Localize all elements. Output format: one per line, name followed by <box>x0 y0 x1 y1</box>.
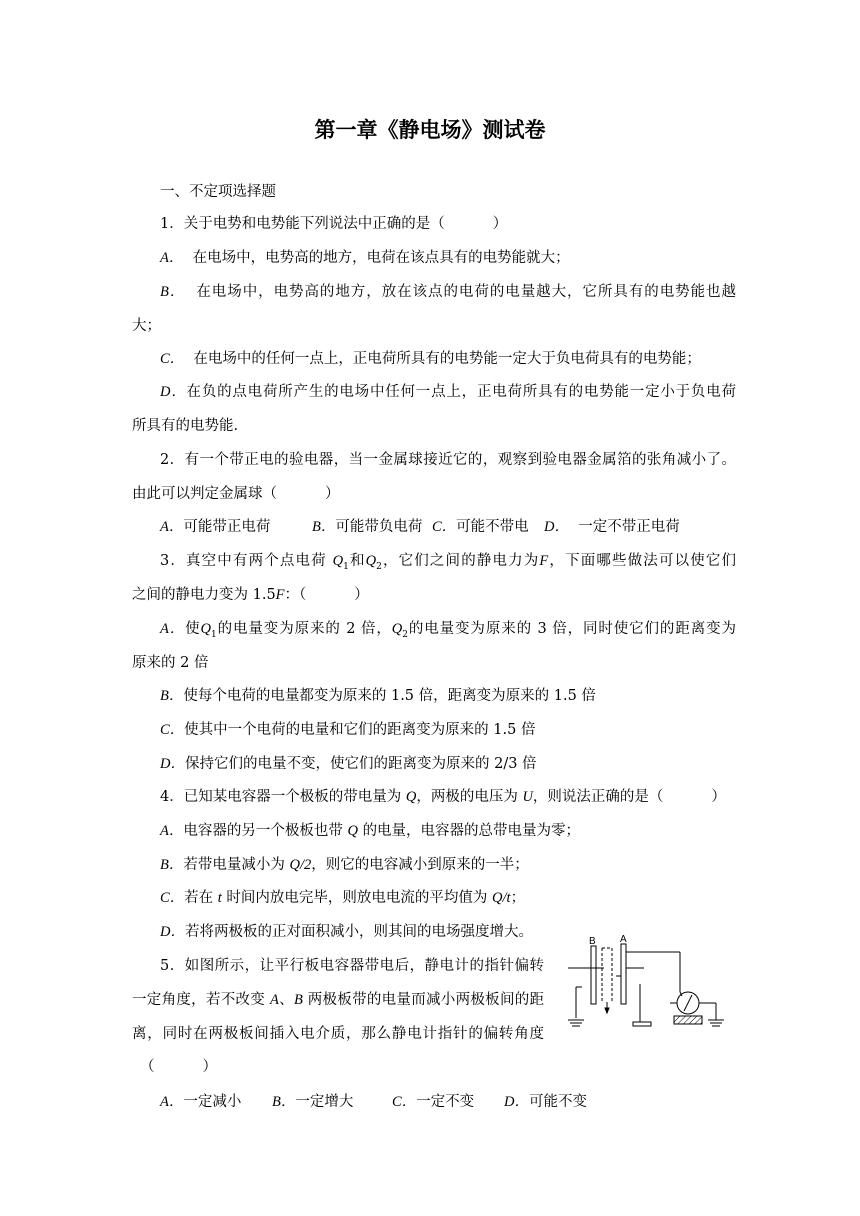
q2-stem-cont: 由此可以判定金属球（ ） <box>132 486 340 502</box>
q5-stem-cont: 一定角度，若不改变 A、B 两极板带的电量而减小两极板间的距 <box>132 992 545 1008</box>
plate-b-label: B <box>589 936 596 947</box>
q5-option-a: A．一定减小 <box>160 1094 242 1110</box>
plate-a-label: A <box>620 934 627 945</box>
q3-option-b: B．使每个电荷的电量都变为原来的 1.5 倍，距离变为原来的 1.5 倍 <box>160 688 596 704</box>
q5-option-d: D．可能不变 <box>504 1094 587 1110</box>
q1-option-d: D．在负的点电荷所产生的电场中任何一点上，正电荷所具有的电势能一定小于负电荷 <box>160 384 736 400</box>
q2-option-a: A．可能带正电荷 <box>160 519 271 535</box>
q3-stem-cont: 之间的静电力变为 1.5F：（ ） <box>132 587 369 603</box>
q5-options <box>160 1092 736 1112</box>
q4-stem: 4．已知某电容器一个极板的带电量为 Q，两极的电压为 U，则说法正确的是（ ） <box>160 789 726 805</box>
capacitor-electroscope-diagram <box>560 932 730 1032</box>
q2-option-b: B．可能带负电荷 <box>312 519 423 535</box>
section-heading: 一、不定项选择题 <box>160 184 276 200</box>
page-title: 第一章《静电场》测试卷 <box>314 118 546 142</box>
q2-options <box>160 517 736 537</box>
q1-option-d-cont: 所具有的电势能. <box>132 418 239 434</box>
q4-option-c: C．若在 t 时间内放电完毕，则放电电流的平均值为 Q/t； <box>160 890 526 906</box>
q1-option-c: C． 在电场中的任何一点上，正电荷所具有的电势能一定大于负电荷具有的电势能； <box>160 351 701 367</box>
q3-option-d: D．保持它们的电量不变，使它们的距离变为原来的 2/3 倍 <box>160 756 537 772</box>
q3-option-a-cont: 原来的 2 倍 <box>132 655 209 671</box>
q1-option-b: B． 在电场中，电势高的地方，放在该点的电荷的电量越大，它所具有的电势能也越 <box>160 284 736 300</box>
q5-stem: 5．如图所示，让平行板电容器带电后，静电计的指针偏转 <box>160 958 544 974</box>
q2-option-c: C．可能不带电 <box>432 519 529 535</box>
q4-option-a: A．电容器的另一个极板也带 Q 的电量，电容器的总带电量为零； <box>160 823 581 839</box>
q4-option-b: B．若带电量减小为 Q/2，则它的电容减小到原来的一半； <box>160 857 529 873</box>
q5-option-c: C．一定不变 <box>392 1094 475 1110</box>
q3-option-c: C．使其中一个电荷的电量和它们的距离变为原来的 1.5 倍 <box>160 722 536 738</box>
q2-stem: 2．有一个带正电的验电器，当一金属球接近它的，观察到验电器金属箔的张角减小了。 <box>160 452 736 468</box>
q5-answer-paren: （ ） <box>140 1059 217 1075</box>
q1-stem: 1．关于电势和电势能下列说法中正确的是（ ） <box>160 216 508 232</box>
q5-option-b: B．一定增大 <box>272 1094 354 1110</box>
q1-option-a: A． 在电场中，电势高的地方，电荷在该点具有的电势能就大； <box>160 250 570 266</box>
q3-stem: 3．真空中有两个点电荷 $Q_1$和$Q_2$，它们之间的静电力为F，下面哪些做法可以使它们 <box>160 553 737 572</box>
q4-option-d: D．若将两极板的正对面积减小，则其间的电场强度增大。 <box>160 924 533 940</box>
q5-stem-cont2: 离，同时在两极板间插入电介质，那么静电计指针的偏转角度 <box>132 1026 544 1042</box>
q3-option-a: A．使$Q_1$的电量变为原来的 2 倍，$Q_2$的电量变为原来的 3 倍，同时使它们的距离变为 <box>160 621 736 640</box>
q1-option-b-cont: 大； <box>132 318 161 334</box>
q2-option-d: D． 一定不带正电荷 <box>544 519 680 535</box>
